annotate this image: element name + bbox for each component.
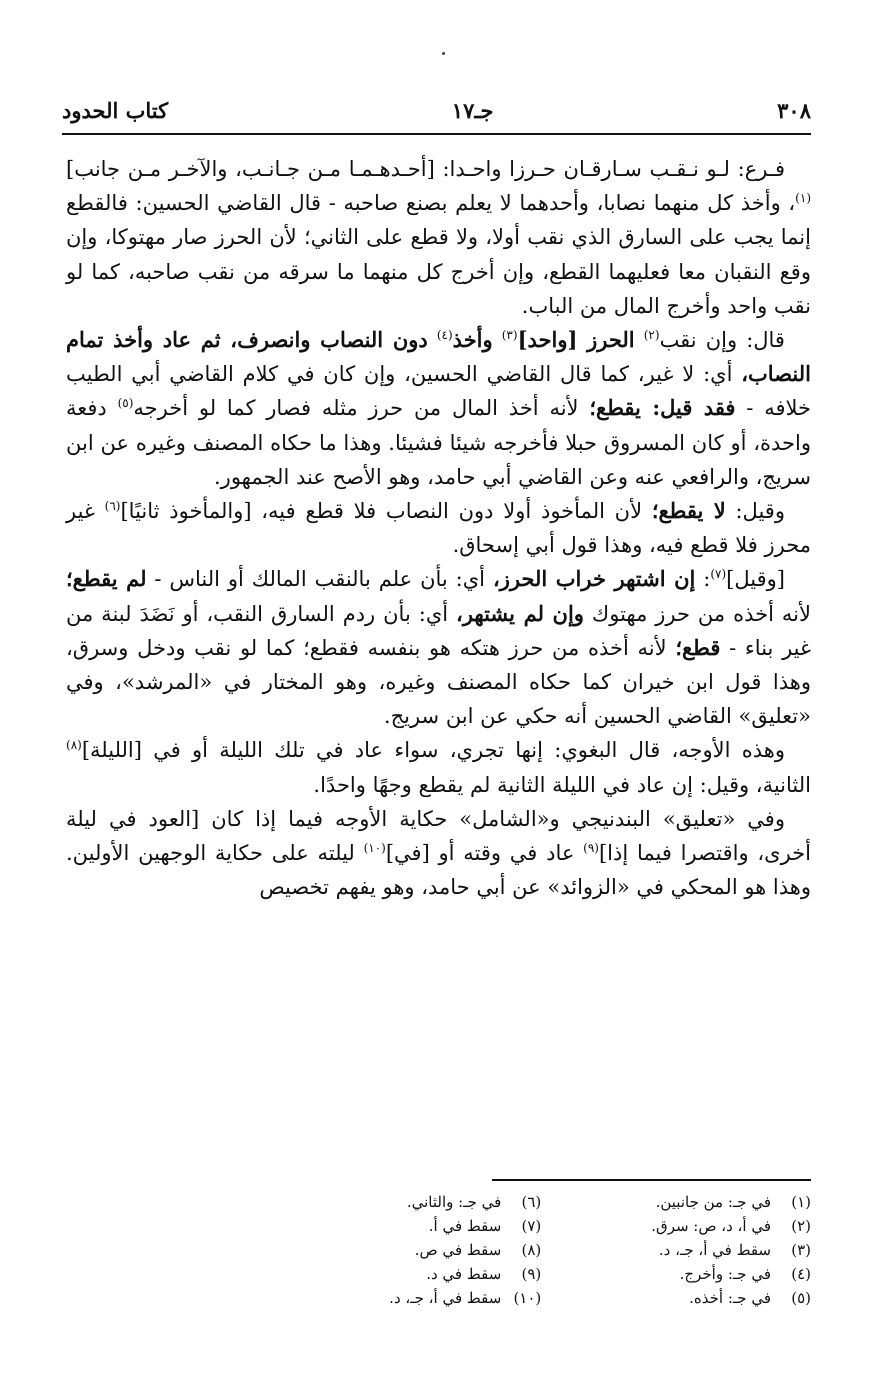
footnote-item: (٨)سقط في ص.	[414, 1241, 542, 1259]
footnote-item: (٦)في جـ: والثاني.	[406, 1193, 542, 1211]
footnote-item: (٤)في جـ: وأخرج.	[679, 1265, 811, 1283]
footnote-item: (١)في جـ: من جانبين.	[655, 1193, 811, 1211]
footnote-column-right	[651, 1190, 811, 1310]
footnote-item: (٩)سقط في د.	[426, 1265, 542, 1283]
footnote-item: (٧)سقط في أ.	[428, 1217, 542, 1235]
footnote-divider	[492, 1179, 811, 1181]
footnote-item: (٥)في جـ: أخذه.	[689, 1289, 811, 1307]
footnote-ref-3: (٣)	[501, 328, 518, 343]
footnote-ref-9: (٩)	[583, 841, 599, 856]
paragraph-3: وقيل: لا يقطع؛ لأن المأخوذ أولا دون النصاب فلا قطع فيه، [والمأخوذ ثانيًا]$^{(٦)}$ غير محرز فلا قطع فيه، وهذا قول أبي إسحاق.	[66, 498, 811, 558]
book-title: كتاب الحدود	[62, 97, 169, 123]
footnote-item: (٣)سقط في أ، جـ، د.	[658, 1241, 811, 1259]
paragraph-1: فـرع: لـو نـقـب سـارقـان حـرزا واحـدا: [أحـدهـمـا مـن جـانـب، والآخـر مـن جانب]$^{(١)}$، وأخذ كل منهما نصابا، وأحدهما لا يعلم بصنع صاحبه - قال القاضي الحسين: فالقطع إنما يجب على السارق الذي نقب أولا، ولا قطع على الثاني؛ لأن الحرز صار مهتوكا، وإن وقع النقبان معا فعليهما القطع، وإن أخرج كل منهما ما سرقه من نقب صاحبه، كما لو نقب واحد وأخرج المال من الباب.	[66, 157, 811, 318]
paragraph-4: [وقيل]$^{(٧)}$: إن اشتهر خراب الحرز، أي: بأن علم بالنقب المالك أو الناس - لم يقطع؛ لأنه أخذه من حرز مهتوك وإن لم يشتهر، أي: بأن ردم السارق النقب، أو نَضَدَ لبنة من غير بناء - قطع؛ لأنه أخذه من حرز هتكه هو بنفسه فقطع؛ كما لو نقب ودخل وسرق، وهذا قول ابن خيران كما حكاه المصنف وغيره، وهو المختار في «المرشد»، وفي «تعليق» القاضي الحسين أنه حكي عن ابن سريج.	[66, 566, 811, 729]
footnote-column-left	[389, 1190, 541, 1310]
footnote-item: (٢)في أ، د، ص: سرق.	[651, 1217, 811, 1235]
volume-label: جـ١٧	[451, 97, 494, 123]
footnotes	[180, 1190, 811, 1310]
printer-dot	[442, 52, 445, 55]
paragraph-2: قال: وإن نقب$^{(٢)}$ الحرز [واحد]$^{(٣)}$ وأخذ$^{(٤)}$ دون النصاب وانصرف، ثم عاد وأخذ تمام النصاب، أي: لا غير، كما قال القاضي الحسين، وإن كان في كلام القاضي أبي الطيب خلافه - فقد قيل: يقطع؛ لأنه أخذ المال من حرز مثله فصار كما لو أخرجه$^{(٥)}$ دفعة واحدة، أو كان المسروق حبلا فأخرجه شيئا فشيئا. وهذا ما حكاه المصنف وغيره عن ابن سريج، والرافعي عنه وعن القاضي أبي حامد، وهو الأصح عند الجمهور.	[66, 327, 812, 489]
footnote-ref-2: (٢)	[643, 328, 660, 343]
footnote-ref-4: (٤)	[436, 328, 453, 343]
footnote-ref-6: (٦)	[104, 499, 121, 514]
paragraph-6: وفي «تعليق» البندنيجي و«الشامل» حكاية الأوجه فيما إذا كان [العود في ليلة أخرى، واقتصرا فيما إذا]$^{(٩)}$ عاد في وقته أو [في]$^{(١٠)}$ ليلته على حكاية الوجهين الأولين. وهذا هو المحكي في «الزوائد» عن أبي حامد، وهو يفهم تخصيص	[66, 806, 811, 900]
footnote-ref-10: (١٠)	[363, 841, 386, 856]
footnote-item: (١٠)سقط في أ، جـ، د.	[389, 1289, 542, 1307]
footnote-ref-8: (٨)	[66, 738, 82, 753]
running-header	[62, 92, 811, 128]
page-number: ٣٠٨	[777, 97, 811, 123]
footnote-ref-5: (٥)	[117, 396, 134, 411]
paragraph-5: وهذه الأوجه، قال البغوي: إنها تجري، سواء عاد في تلك الليلة أو في [الليلة]$^{(٨)}$ الثانية، وقيل: إن عاد في الليلة الثانية لم يقطع وجهًا واحدًا.	[66, 738, 811, 797]
footnote-ref-7: (٧)	[710, 567, 727, 582]
main-text	[66, 152, 811, 904]
footnote-ref-1: (١)	[795, 191, 811, 206]
header-divider	[62, 133, 811, 135]
